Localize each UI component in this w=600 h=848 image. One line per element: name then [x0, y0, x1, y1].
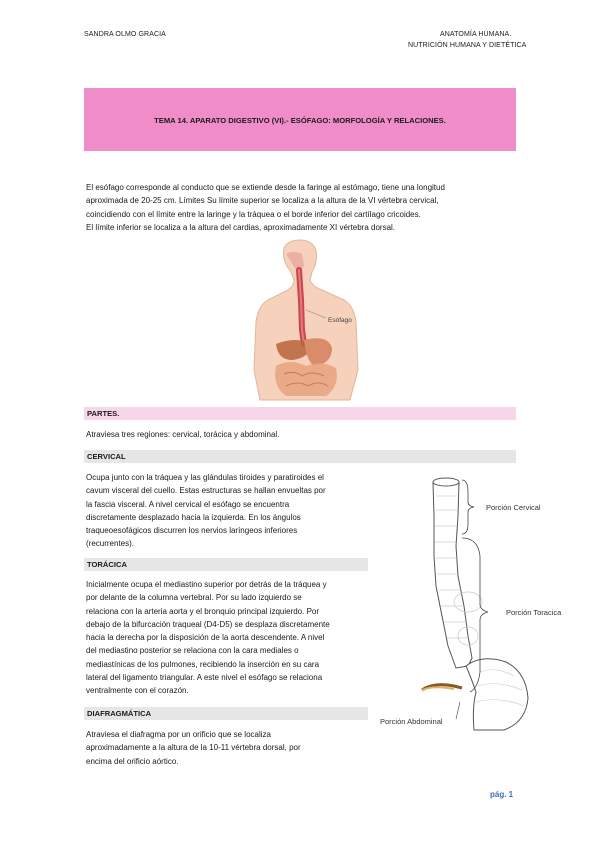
subject-title: ANATOMÍA HUMANA. [440, 31, 512, 38]
intro-line: aproximada de 20-25 cm. Límites Su límite superior se localiza a la altura de la VI vértebra cervical, [86, 196, 439, 206]
cervical-paragraph [86, 471, 376, 551]
label-abdominal-portion: Porción Abdominal [380, 717, 443, 726]
esophagus-top-opening [433, 478, 459, 486]
label-cervical-portion: Porción Cervical [486, 503, 541, 512]
author-name: SANDRA OLMO GRACIA [84, 31, 166, 38]
subject-subtitle: NUTRICIÓN HUMANA Y DIETÉTICA [408, 42, 527, 49]
cervical-bracket [462, 480, 474, 534]
diafragmatica-line: Atraviesa el diafragma por un orificio que se localiza [86, 730, 271, 739]
abdominal-pointer [456, 702, 460, 719]
section-heading-toracica: TORÁCICA [84, 558, 368, 571]
diafragmatica-line: encima del orificio aórtico. [86, 756, 179, 766]
toracica-paragraph [86, 578, 376, 698]
intro-line: El esófago corresponde al conducto que se extiende desde la faringe al estómago, tiene una longitud [86, 183, 445, 192]
cervical-line: cavum visceral del cuello. Estas estructuras se hallan envueltas por [86, 486, 326, 496]
torso-esophagus-figure [246, 240, 366, 400]
section-heading-diafragmatica: DIAFRAGMÁTICA [84, 707, 368, 720]
page-number: pág. 1 [490, 790, 514, 799]
page-title: TEMA 14. APARATO DIGESTIVO (VI).- ESÓFAGO: MORFOLOGÍA Y RELACIONES. [154, 116, 446, 125]
cervical-line: la fascia visceral. A nivel cervical el esófago se encuentra [86, 499, 290, 509]
cervical-line: traqueoesofágicos discurren los nervios laríngeos inferiores [86, 526, 298, 536]
toracica-line: debajo de la bifurcación traqueal (D4-D5) se desplaza discretamente [86, 619, 330, 629]
stomach-outline [466, 659, 528, 730]
intro-paragraph [86, 181, 526, 234]
intro-line: coincidiendo con el límite entre la laringe y la tráquea o el borde inferior del cartílago cricoides. [86, 209, 421, 219]
diafragmatica-paragraph [86, 728, 376, 768]
section-heading-partes: PARTES. [84, 407, 516, 420]
diaphragm-left-inner [422, 687, 454, 690]
title-band [84, 88, 516, 151]
label-thoracic-portion: Porción Toracica [506, 608, 562, 617]
cervical-line: Ocupa junto con la tráquea y las glándulas tiroides y paratiroides el [86, 473, 324, 482]
esophagus-portions-figure [376, 476, 562, 732]
diafragmatica-line: aproximadamente a la altura de la 10-11 vértebra dorsal, por [86, 743, 301, 753]
section-heading-cervical: CERVICAL [84, 450, 516, 463]
toracica-line: mediastínicas de los pulmones, recibiendo la inserción en su cara [86, 659, 320, 669]
toracica-line: lateral del ligamento triangular. A este nivel el esófago se relaciona [86, 673, 323, 683]
cervical-line: discretamente desplazado hacia la izquierda. En los ángulos [86, 512, 301, 522]
intestines-shape [275, 362, 337, 396]
intro-line: El límite inferior se localiza a la altura del cardias, aproximadamente XI vértebra dorsal. [86, 222, 396, 232]
toracica-line: por delante de la columna vertebral. Por su lado izquierdo se [86, 593, 302, 603]
toracica-line: relaciona con la arteria aorta y el bronquio principal izquierdo. Por [86, 606, 320, 616]
toracica-line: del mediastino posterior se relaciona con la cara mediales o [86, 646, 299, 656]
toracica-line: hacia la derecha por la disposición de la aorta descendente. A nivel [86, 633, 325, 643]
toracica-line: Inicialmente ocupa el mediastino superior por detrás de la tráquea y [86, 580, 327, 589]
cervical-line: (recurrentes). [86, 539, 135, 549]
esophagus-label: Esófago [328, 317, 352, 324]
toracica-line: ventralmente con el corazón. [86, 686, 189, 696]
partes-text: Atraviesa tres regiones: cervical, torácica y abdominal. [86, 430, 280, 439]
